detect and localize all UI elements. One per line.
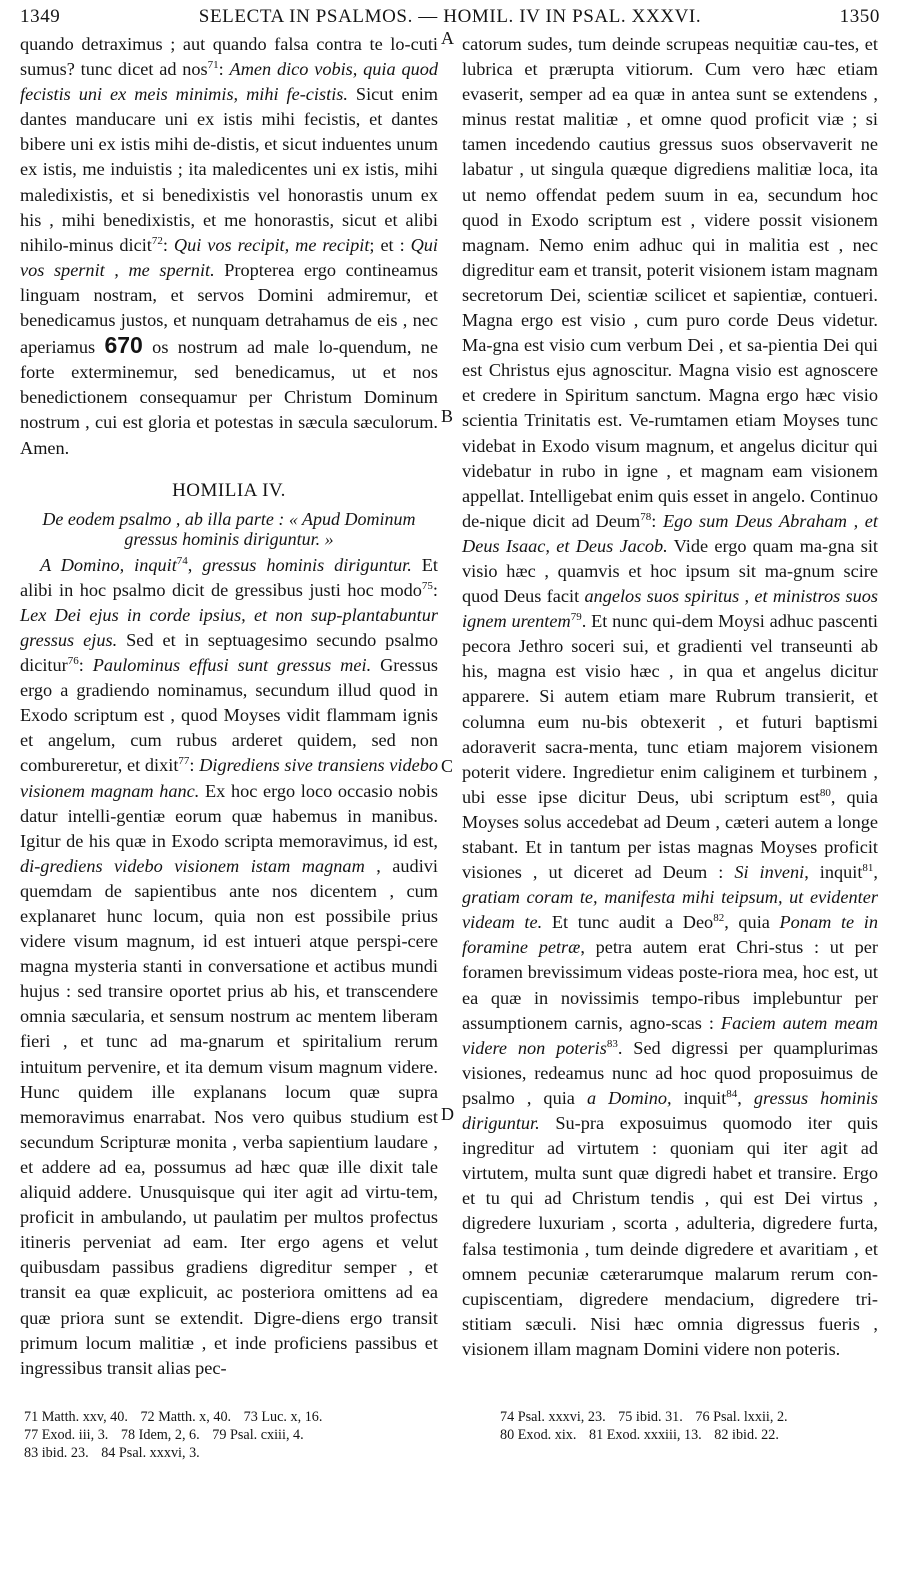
text-run: Vide ergo quam ma-gna sit visio hæc , quamvis et hoc ipsum sit ma-gnum scire quod Deus facit <box>462 535 878 607</box>
footnote-ref[interactable]: 82 <box>713 912 725 925</box>
text-run: : <box>189 755 200 776</box>
text-run: Sed et in septuagesimo secundo psalmo dicitur <box>20 629 438 676</box>
margin-letter-c: C <box>441 756 454 776</box>
text-run: . Sed digressi per quamplurimas visiones, redeamus nunc ad hoc quod proposuimus de psalmo , quia <box>462 1037 879 1108</box>
footnote: 75 ibid. 31. <box>618 1409 683 1425</box>
footnote: 73 Luc. x, 16. <box>243 1409 323 1425</box>
footnote: 84 Psal. xxxvi, 3. <box>101 1445 200 1461</box>
homily-heading: HOMILIA IV. <box>172 479 286 501</box>
margin-letter-b: B <box>441 406 454 426</box>
footnote: 74 Psal. xxxvi, 23. <box>500 1409 606 1425</box>
footnote-ref[interactable]: 83 <box>606 1037 618 1050</box>
footnote-ref[interactable]: 74 <box>176 554 188 567</box>
quotation: A Domino, inquit <box>40 554 177 575</box>
footnote: 80 Exod. xix. <box>500 1427 577 1443</box>
paragraph <box>462 32 878 1362</box>
text-run: . Et nunc qui-dem Moysi adhuc pascenti pecora Jethro soceri sui, et gradienti vel transeunti ab his, magna est visio hæc , in qua et angelus dicitur apparere. Si autem etiam mare Rubrum transierit, et columna eum nu-bis obtexerit , et futuri baptismi adoraverit sacra-menta, tunc etiam majorem visionem poterit videre. Ingredietur enim caliginem et turbinem , ubi esse ipse dicitur Deus, ubi scriptum est <box>462 611 878 807</box>
footnote: 78 Idem, 2, 6. <box>120 1427 200 1443</box>
footnote: 79 Psal. cxiii, 4. <box>212 1427 304 1443</box>
text-run: catorum sudes, tum deinde scrupeas nequitiæ cau-tes, et lubrica et prærupta vitiorum. Cum vero hæc etiam evaserit, semper ad ea quæ in antea sunt se extendens , minus restat malitiæ , et omne quod proficit viæ ; si tamen incedendo cautius gressus suos observaverit ne labatur , ut singula quæque digrediens malitiæ loca, ita ut nemo offendat pedem suum in ea, secundum hoc quod in Exodo scriptum est , videre possit visionem magnam. Nemo enim adhuc qui in malitia est , nec digreditur eam et transit, poterit visionem istam magnam secretorum Dei, scientiæ scilicet et sapientiæ, contueri. Magna ergo est visio , cum puro corde Deus videtur. Ma-gna est visio cum verbum Dei , et sa-pientia Dei qui est Christus ejus agnoscitur. Magna visio est agnoscere et credere in Spiritum sanctum. Magna ergo hæc visio scientia Trinitatis est. Ve-rumtamen etiam Moyses tunc videbat in Exodo visum magnum, et angelus dicitur qui videbatur in rubo in igne , et magnam eam visionem appellat. Intelligebat enim quis esset in angelo. Continuo de-nique dicit ad Deum <box>462 34 878 531</box>
quotation: angelos suos spiritus , et ministros suos ignem urentem <box>462 586 878 632</box>
footnote-ref[interactable]: 72 <box>151 234 163 247</box>
quotation: Qui vos recipit, me recipit <box>173 234 370 255</box>
footnote: 83 ibid. 23. <box>24 1445 89 1461</box>
footnote-ref[interactable]: 81 <box>862 862 874 874</box>
footnotes-right <box>500 1408 890 1444</box>
footnote: 82 ibid. 22. <box>714 1427 779 1443</box>
quotation: Qui vos spernit , me spernit. <box>20 234 439 280</box>
paragraph <box>20 32 438 461</box>
text-run: , <box>873 862 878 883</box>
text-run: : <box>651 510 663 531</box>
text-run: Propterea ergo contineamus linguam nostram, et servos Domini admiremur, et benedicamus justos, et nunquam detrahamus de eis , nec aperiamus <box>20 259 439 358</box>
text-run: : <box>78 655 93 676</box>
footnote: 71 Matth. xxv, 40. <box>24 1409 128 1425</box>
running-title: SELECTA IN PSALMOS. — HOMIL. IV IN PSAL. XXXVI. <box>198 6 702 27</box>
text-run: Su-pra exposuimus quomodo iter quis ingreditur ad virtutem : quoniam qui iter agit ad virtutem, multa sunt quæ digredi habet et transire. Ergo et tu qui ad Christum tendis , qui est Dei virtus , digredere luxuriam , scorta , adulteria, digredere furta, falsa testimonia , tum deinde digredere et avaritiam , et omnem pecuniæ cæterarumque malarum rerum con-cupiscentiam, digredere mendacium, digredere tri-stitiam sæculi. Nisi hæc omnia digressus fueris , visionem illam magnam Domini videre non poteris. <box>462 1113 878 1359</box>
text-run: Et alibi in hoc psalmo dicit de gressibus justi hoc modo <box>20 554 438 600</box>
footnote-ref[interactable]: 84 <box>726 1087 738 1100</box>
text-run: os nostrum ad male lo-quendum, ne forte exterminemur, sed benedicamus, ut et nos benedictionem consequamur per Christum Dominum nostrum , cui est gloria et potestas in sæcula sæculorum. Amen. <box>20 337 438 458</box>
text-run: , petra autem erat Chri-stus : ut per foramen brevissimum videas poste-riora mea, hoc est, ut ea quæ in novissimis tempo-ribus implebuntur per assumptionem carnis, agno-scas : <box>462 937 878 1033</box>
text-run: , <box>187 554 203 575</box>
text-run: : <box>218 59 230 80</box>
text-run: , quia <box>724 912 780 933</box>
quotation: a Domino, <box>586 1087 672 1108</box>
page-number-right: 1350 <box>839 6 880 27</box>
quotation: Amen dico vobis, quia quod fecistis uni ex meis minimis, mihi fe-cistis. <box>20 59 439 105</box>
text-run: , quia Moyses solus accedebat ad Deum , cæteri autem a longe stabant. Et in tantum per istas magnas Moyses proficit visiones , ut diceret ad Deum : <box>462 786 878 883</box>
footnote: 76 Psal. lxxii, 2. <box>695 1409 788 1425</box>
text-run: , inquit <box>804 862 863 883</box>
footnote-ref[interactable]: 77 <box>178 755 190 768</box>
footnote-ref[interactable]: 75 <box>421 579 433 592</box>
right-column <box>462 32 878 1362</box>
page-number-left: 1349 <box>20 6 61 27</box>
text-run: Et tunc audit a Deo <box>542 912 714 933</box>
text-run: Gressus ergo a gradiendo nominamus, secundum illud quod in Exodo scriptum est , quod Moyses vidit flammam ignis et angelum, cum rubus arderet quidem, sed non combureretur, et dixit <box>20 655 438 776</box>
paragraph <box>20 553 438 1381</box>
quotation: Paulominus effusi sunt gressus mei. <box>92 655 372 676</box>
footnote-ref[interactable]: 78 <box>640 510 652 523</box>
quotation: Faciem autem meam videre non poteris <box>462 1012 879 1058</box>
quotation: Ego sum Deus Abraham , et Deus Isaac, et Deus Jacob. <box>462 510 879 556</box>
footnote: 77 Exod. iii, 3. <box>24 1427 109 1443</box>
column-number: 670 <box>104 332 143 359</box>
footnote: 72 Matth. x, 40. <box>140 1409 232 1425</box>
text-run: Sicut enim dantes manducare uni ex istis mihi fecistis, et dantes bibere uni ex istis mihi de-distis, et sicut induentes unum ex istis, me induistis ; ita maledicentes uni ex istis, mihi maledixistis, et si benedixistis vel honorastis unum ex his , mihi benedixistis, et me honorastis, sicut et alibi nihilo-minus dicit <box>20 84 438 255</box>
text-run: quando detraximus ; aut quando falsa contra te lo-cuti sumus? tunc dicet ad nos <box>20 34 438 80</box>
footnotes-left <box>24 1408 444 1462</box>
footnote-ref[interactable]: 76 <box>67 654 79 667</box>
quotation: Ponam te in foramine petræ <box>462 912 878 958</box>
quotation: gratiam coram te, manifesta mihi teipsum, ut evidenter videam te. <box>462 887 878 933</box>
quotation: gressus hominis diriguntur. <box>202 554 412 575</box>
text-run: ; et : <box>369 234 411 255</box>
quotation: Si inveni <box>734 862 805 883</box>
quotation: Lex Dei ejus in corde ipsius, et non sup-plantabuntur gressus ejus. <box>20 604 438 650</box>
footnote-ref[interactable]: 80 <box>819 786 831 799</box>
text-run: : <box>432 579 438 600</box>
footnote-ref[interactable]: 79 <box>570 611 582 624</box>
footnote-ref[interactable]: 71 <box>207 59 219 71</box>
homily-subtitle: De eodem psalmo , ab illa parte : « Apud Dominum gressus hominis diriguntur. » <box>42 508 416 549</box>
text-run: , audivi quemdam de sapientibus ante nos dicentem , cum explanaret hunc locum, quia non est possibile prius videre visum magnum, id est intueri atque perspi-cere magna mysteria stanti in conversatione et actibus mundi hujus : sed transire oportet prius ab his, et transcendere omnia sæcularia, et sensum nostrum ac mentem liberam fieri , et tunc ad ma-gnarum et spiritalium rerum intuitum pervenire, et ita demum visum magnum videre. Hunc quidem ille explanans locum quæ supra memoravimus enarrabat. Nos vero quibus studium est secundum Scripturæ monita , verba sapientium laudare , et addere ad ea, possumus ad hæc quæ ille dixit tale aliquid addere. Unusquisque qui iter agit ad virtu-tem, proficit in ambulando, ut paulatim per multos profectus itineris perveniat ad eam. Iter ergo agens et velut quibusdam passibus gradiens digreditur semper , et transit ea quæ explicuit, ac posteriora omittens ad ea quæ priora sunt se extendit. Digre-diens ergo transit primum locum malitiæ , et inde proficiens passibus et ingressibus transit alias pec- <box>20 855 438 1378</box>
footnote: 81 Exod. xxxiii, 13. <box>589 1427 702 1443</box>
text-run: inquit <box>671 1087 727 1108</box>
quotation: gressus hominis diriguntur. <box>462 1087 878 1134</box>
quotation: di-grediens videbo visionem istam magnam <box>20 855 365 876</box>
margin-letter-d: D <box>441 1104 454 1124</box>
text-run: , <box>737 1087 754 1108</box>
left-column <box>20 32 438 1381</box>
quotation: Digrediens sive transiens videbo visionem magnam hanc. <box>20 755 438 801</box>
text-run: : <box>162 234 174 255</box>
text-run: Ex hoc ergo loco occasio nobis datur intelli-gentiæ eorum quæ habemus in manibus. Igitur de his quæ in Exodo scripta memoravimus, id est, <box>20 780 439 851</box>
margin-letter-a: A <box>441 28 454 48</box>
